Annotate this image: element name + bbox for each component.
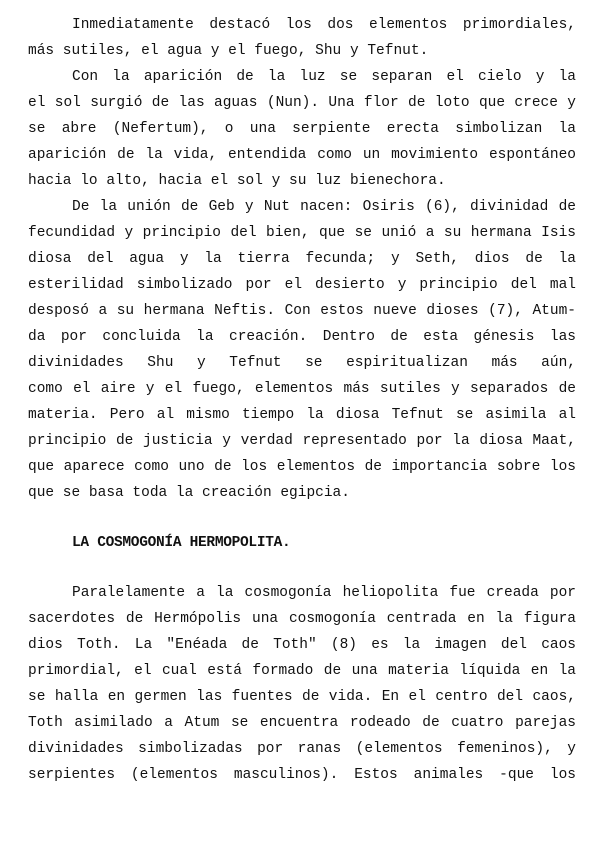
text-line: se abre (Nefertum), o una serpiente erecta simbolizan la <box>28 121 576 137</box>
text-line: da por concluida la creación. Dentro de esta génesis las <box>28 329 576 345</box>
text-line: De la unión de Geb y Nut nacen: Osiris (6), divinidad de <box>72 199 576 215</box>
text-line: aparición de la vida, entendida como un movimiento espontáneo <box>28 147 576 163</box>
paragraph <box>28 580 576 788</box>
text-line: sacerdotes de Hermópolis una cosmogonía centrada en la figura <box>28 611 576 627</box>
text-line: esterilidad simbolizado por el desierto y principio del mal <box>28 277 576 293</box>
text-line: se halla en germen las fuentes de vida. En el centro del caos, <box>28 689 576 705</box>
text-line: hacia lo alto, hacia el sol y su luz bienechora. <box>28 173 446 189</box>
text-line: más sutiles, el agua y el fuego, Shu y Tefnut. <box>28 43 429 59</box>
text-line: materia. Pero al mismo tiempo la diosa Tefnut se asimila al <box>28 407 576 423</box>
spacer <box>28 506 576 530</box>
text-line: desposó a su hermana Neftis. Con estos nueve dioses (7), Atum- <box>28 303 576 319</box>
text-line: Inmediatamente destacó los dos elementos primordiales, <box>72 17 576 33</box>
text-line: principio de justicia y verdad representado por la diosa Maat, <box>28 433 576 449</box>
text-line: Con la aparición de la luz se separan el cielo y la <box>72 69 576 85</box>
text-line: que aparece como uno de los elementos de importancia sobre los <box>28 459 576 475</box>
paragraph <box>28 64 576 194</box>
document-page <box>28 12 576 788</box>
text-line: divinidades simbolizadas por ranas (elementos femeninos), y <box>28 741 576 757</box>
text-line: diosa del agua y la tierra fecunda; y Seth, dios de la <box>28 251 576 267</box>
text-line: el sol surgió de las aguas (Nun). Una flor de loto que crece y <box>28 95 576 111</box>
text-line: dios Toth. La "Enéada de Toth" (8) es la imagen del caos <box>28 637 576 653</box>
text-line: como el aire y el fuego, elementos más sutiles y separados de <box>28 381 576 397</box>
text-line: Toth asimilado a Atum se encuentra rodeado de cuatro parejas <box>28 715 576 731</box>
paragraph <box>28 194 576 506</box>
paragraph <box>28 12 576 64</box>
text-line: fecundidad y principio del bien, que se unió a su hermana Isis <box>28 225 576 241</box>
text-line: Paralelamente a la cosmogonía heliopolita fue creada por <box>72 585 576 601</box>
spacer <box>28 556 576 580</box>
text-line: serpientes (elementos masculinos). Estos animales -que los <box>28 767 576 783</box>
text-line: que se basa toda la creación egipcia. <box>28 485 350 501</box>
text-line: divinidades Shu y Tefnut se espiritualizan más aún, <box>28 355 576 371</box>
text-line: primordial, el cual está formado de una materia líquida en la <box>28 663 576 679</box>
section-heading: LA COSMOGONÍA HERMOPOLITA. <box>72 535 291 551</box>
